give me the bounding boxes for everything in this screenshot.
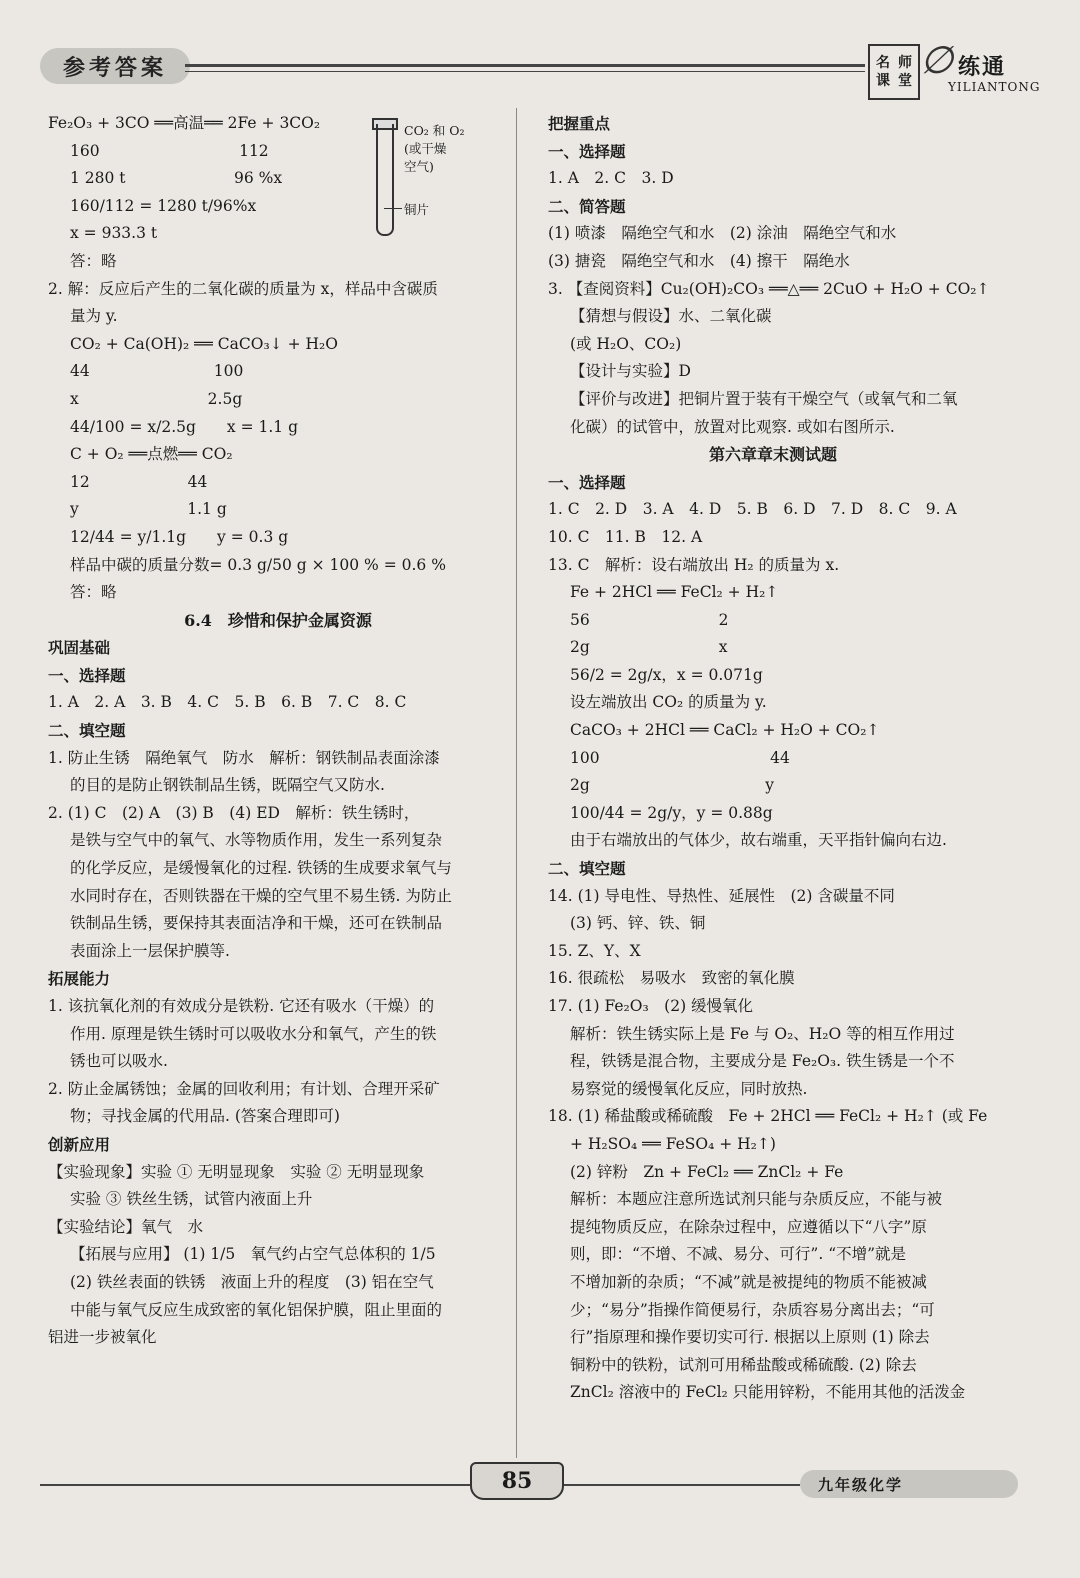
text-line: 100/44 = 2g/y，y = 0.88g	[570, 803, 773, 822]
text-line: 解析：本题应注意所选试剂只能与杂质反应，不能与被	[570, 1190, 943, 1209]
header-rule-thin	[185, 71, 865, 72]
text-line: 易察觉的缓慢氧化反应，同时放热.	[570, 1079, 808, 1098]
text-line: 二、填空题	[548, 859, 626, 879]
text-line: 铁制品生锈，要保持其表面洁净和干燥，还可在铁制品	[70, 914, 443, 933]
text-line: 2. (1) C (2) A (3) B (4) ED 解析：铁生锈时，	[48, 803, 420, 822]
text-line: 44 100	[70, 362, 244, 381]
text-line: 是铁与空气中的氧气、水等物质作用，发生一系列复杂	[70, 831, 443, 850]
text-line: 12/44 = y/1.1g y = 0.3 g	[70, 527, 289, 546]
text-line: 56/2 = 2g/x，x = 0.071g	[570, 665, 763, 684]
text-line: CO₂ + Ca(OH)₂ ══ CaCO₃↓ + H₂O	[70, 334, 338, 353]
text-line: Fe + 2HCl ══ FeCl₂ + H₂↑	[570, 583, 779, 602]
text-line: 1. A 2. A 3. B 4. C 5. B 6. B 7. C 8. C	[48, 693, 407, 712]
text-line: (2) 锌粉 Zn + FeCl₂ ══ ZnCl₂ + Fe	[570, 1162, 844, 1181]
text-line: 16. 很疏松 易吸水 致密的氧化膜	[548, 969, 795, 988]
footer-rule	[560, 1484, 800, 1486]
text-line: 1. 防止生锈 隔绝氧气 防水 解析：钢铁制品表面涂漆	[48, 748, 440, 767]
page-number: 85	[470, 1462, 564, 1500]
text-line: 锈也可以吸水.	[70, 1052, 168, 1071]
text-line: 化碳）的试管中，放置对比观察. 或如右图所示.	[570, 417, 895, 436]
text-line: 【实验现象】实验 ① 无明显现象 实验 ② 无明显现象	[48, 1162, 425, 1181]
text-line: C + O₂ ══点燃══ CO₂	[70, 445, 233, 464]
text-line: 100 44	[570, 748, 790, 767]
text-line: 巩固基础	[48, 638, 111, 658]
text-line: 提纯物质反应，在除杂过程中，应遵循以下“八字”原	[570, 1217, 927, 1236]
text-line: 把握重点	[548, 114, 611, 133]
text-line: + H₂SO₄ ══ FeSO₄ + H₂↑)	[570, 1134, 776, 1153]
text-line: 18. (1) 稀盐酸或稀硫酸 Fe + 2HCl ══ FeCl₂ + H₂↑ (或 Fe	[548, 1107, 988, 1126]
text-line: 13. C 解析：设右端放出 H₂ 的质量为 x.	[548, 555, 840, 574]
pen-icon: ∅	[920, 38, 954, 82]
text-line: 解析：铁生锈实际上是 Fe 与 O₂、H₂O 等的相互作用过	[570, 1024, 955, 1043]
brand-subtitle: YILIANTONG	[948, 80, 1041, 94]
right-column	[548, 110, 998, 1407]
text-line: 由于右端放出的气体少，故右端重，天平指针偏向右边.	[570, 831, 947, 850]
copper-label: 铜片	[404, 202, 430, 217]
text-line: 2g y	[570, 776, 774, 795]
text-line: 6.4 珍惜和保护金属资源	[184, 610, 372, 630]
text-line: 10. C 11. B 12. A	[548, 527, 703, 546]
gas-label-line: CO₂ 和 O₂	[404, 123, 465, 138]
text-line: 3. 【查阅资料】Cu₂(OH)₂CO₃ ══△══ 2CuO + H₂O + CO₂↑	[548, 279, 990, 298]
text-line: 【拓展与应用】 (1) 1/5 氧气约占空气总体积的 1/5	[70, 1245, 436, 1264]
text-line: 一、选择题	[48, 665, 126, 685]
text-line: 则，即：“不增、不减、易分、可行”. “不增”就是	[570, 1245, 907, 1264]
brand-logo	[868, 44, 920, 100]
book-label: 九年级化学	[800, 1470, 1018, 1498]
text-line: 一、选择题	[548, 141, 626, 161]
text-line: 【评价与改进】把铜片置于装有干燥空气（或氧气和二氧	[570, 389, 958, 408]
text-line: 2g x	[570, 638, 728, 657]
text-line: (3) 钙、锌、铁、铜	[570, 914, 706, 933]
text-line: 15. Z、Y、X	[548, 941, 641, 960]
text-line: 设左端放出 CO₂ 的质量为 y.	[570, 693, 767, 712]
text-line: 程，铁锈是混合物，主要成分是 Fe₂O₃. 铁生锈是一个不	[570, 1052, 955, 1071]
text-line: 少；“易分”指操作简便易行，杂质容易分离出去；“可	[570, 1300, 935, 1319]
text-line: 1. 该抗氧化剂的有效成分是铁粉. 它还有吸水（干燥）的	[48, 997, 435, 1015]
text-line: 作用. 原理是铁生锈时可以吸收水分和氧气，产生的铁	[70, 1024, 437, 1043]
text-line: 样品中碳的质量分数= 0.3 g/50 g × 100 % = 0.6 %	[70, 555, 446, 574]
text-line: 2. 解：反应后产生的二氧化碳的质量为 x，样品中含碳质	[48, 279, 438, 298]
text-line: 铝进一步被氧化	[48, 1328, 157, 1347]
text-line: 56 2	[570, 610, 729, 629]
text-line: 1. A 2. C 3. D	[548, 169, 674, 188]
text-line: 【设计与实验】D	[570, 362, 691, 381]
text-line: (1) 喷漆 隔绝空气和水 (2) 涂油 隔绝空气和水	[548, 224, 897, 243]
text-line: 表面涂上一层保护膜等.	[70, 941, 230, 960]
gas-label-line: (或干燥	[404, 141, 447, 156]
logo-char: 师	[898, 55, 912, 71]
text-line: (或 H₂O、CO₂)	[570, 334, 682, 353]
text-line: 2. 防止金属锈蚀；金属的回收利用；有计划、合理开采矿	[48, 1079, 440, 1098]
text-line: (3) 搪瓷 隔绝空气和水 (4) 擦干 隔绝水	[548, 251, 850, 270]
text-line: 量为 y.	[70, 307, 118, 326]
text-line: 创新应用	[48, 1134, 111, 1154]
header-rule	[185, 64, 865, 67]
text-line: 17. (1) Fe₂O₃ (2) 缓慢氧化	[548, 997, 754, 1015]
brand-title: 练通	[958, 54, 1007, 80]
text-line: 二、简答题	[548, 196, 626, 216]
text-line: 一、选择题	[548, 472, 626, 492]
text-line: 的目的是防止钢铁制品生锈，既隔空气又防水.	[70, 776, 385, 795]
text-line: 水同时存在，否则铁器在干燥的空气里不易生锈. 为防止	[70, 886, 452, 905]
text-line: Fe₂O₃ + 3CO ══高温══ 2Fe + 3CO₂	[48, 114, 321, 132]
text-line: 1 280 t 96 %x	[70, 169, 283, 188]
text-line: 物；寻找金属的代用品. (答案合理即可)	[70, 1107, 340, 1126]
header-badge: 参考答案	[40, 48, 190, 84]
text-line: 14. (1) 导电性、导热性、延展性 (2) 含碳量不同	[548, 886, 895, 905]
text-line: 不增加新的杂质；“不减”就是被提纯的物质不能被减	[570, 1272, 927, 1291]
text-line: 答：略	[70, 583, 117, 602]
text-line: 160/112 = 1280 t/96%x	[70, 196, 257, 215]
logo-char: 名	[876, 55, 890, 71]
text-line: ZnCl₂ 溶液中的 FeCl₂ 只能用锌粉，不能用其他的活泼金	[570, 1383, 966, 1402]
text-line: x = 933.3 t	[70, 224, 158, 243]
text-line: 【实验结论】氧气 水	[48, 1217, 204, 1236]
text-line: 行”指原理和操作要切实可行. 根据以上原则 (1) 除去	[570, 1328, 930, 1347]
logo-char: 课	[876, 73, 890, 89]
text-line: 第六章章末测试题	[708, 445, 837, 465]
text-line: 【猜想与假设】水、二氧化碳	[570, 307, 772, 326]
logo-char: 堂	[898, 73, 912, 89]
column-divider	[516, 108, 517, 1458]
text-line: CaCO₃ + 2HCl ══ CaCl₂ + H₂O + CO₂↑	[570, 721, 880, 740]
text-line: 1. C 2. D 3. A 4. D 5. B 6. D 7. D 8. C 9. A	[548, 500, 957, 519]
text-line: 44/100 = x/2.5g x = 1.1 g	[70, 417, 298, 436]
text-line: 铜粉中的铁粉，试剂可用稀盐酸或稀硫酸. (2) 除去	[570, 1355, 917, 1374]
text-line: 12 44	[70, 472, 208, 491]
text-line: x 2.5g	[70, 389, 243, 408]
text-line: 实验 ③ 铁丝生锈，试管内液面上升	[70, 1190, 313, 1209]
text-line: 二、填空题	[48, 721, 126, 741]
text-line: y 1.1 g	[70, 500, 227, 519]
left-column	[48, 110, 508, 1352]
text-line: 中能与氧气反应生成致密的氧化铝保护膜，阻止里面的	[70, 1300, 443, 1319]
text-line: (2) 铁丝表面的铁锈 液面上升的程度 (3) 铝在空气	[70, 1272, 434, 1291]
text-line: 的化学反应，是缓慢氧化的过程. 铁锈的生成要求氧气与	[70, 859, 452, 878]
gas-label-line: 空气)	[404, 159, 434, 174]
text-line: 拓展能力	[48, 969, 111, 989]
text-line: 答：略	[70, 251, 117, 270]
footer-rule	[40, 1484, 470, 1486]
text-line: 160 112	[70, 141, 269, 160]
